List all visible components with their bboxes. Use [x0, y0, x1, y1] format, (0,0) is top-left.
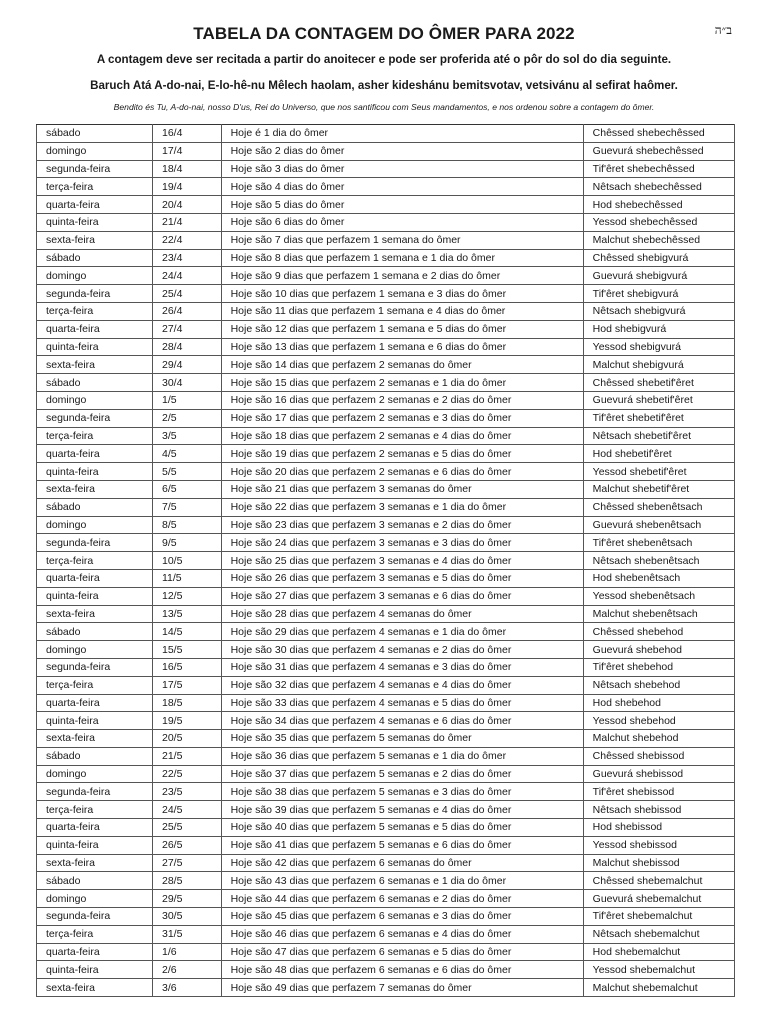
- count-cell: Hoje são 38 dias que perfazem 5 semanas e 3 dias do ômer: [221, 783, 583, 801]
- table-row: [37, 463, 735, 481]
- weekday-cell: terça-feira: [37, 427, 153, 445]
- date-cell: 9/5: [152, 534, 221, 552]
- sefira-cell: Yessod shebetif'êret: [583, 463, 734, 481]
- table-row: [37, 196, 735, 214]
- count-cell: Hoje são 14 dias que perfazem 2 semanas do ômer: [221, 356, 583, 374]
- count-cell: Hoje são 24 dias que perfazem 3 semanas e 3 dias do ômer: [221, 534, 583, 552]
- weekday-cell: quinta-feira: [37, 836, 153, 854]
- weekday-cell: sexta-feira: [37, 854, 153, 872]
- table-row: [37, 925, 735, 943]
- date-cell: 14/5: [152, 623, 221, 641]
- sefira-cell: Chêssed shebemalchut: [583, 872, 734, 890]
- table-row: [37, 302, 735, 320]
- weekday-cell: sexta-feira: [37, 356, 153, 374]
- weekday-cell: sábado: [37, 249, 153, 267]
- weekday-cell: quinta-feira: [37, 338, 153, 356]
- count-cell: Hoje são 47 dias que perfazem 6 semanas e 5 dias do ômer: [221, 943, 583, 961]
- table-row: [37, 569, 735, 587]
- weekday-cell: domingo: [37, 142, 153, 160]
- count-cell: Hoje são 5 dias do ômer: [221, 196, 583, 214]
- weekday-cell: domingo: [37, 391, 153, 409]
- date-cell: 3/5: [152, 427, 221, 445]
- sefira-cell: Hod shebemalchut: [583, 943, 734, 961]
- table-row: [37, 160, 735, 178]
- count-cell: Hoje são 15 dias que perfazem 2 semanas e 1 dia do ômer: [221, 374, 583, 392]
- date-cell: 20/5: [152, 730, 221, 748]
- sefira-cell: Guevurá shebetif'êret: [583, 391, 734, 409]
- table-row: [37, 231, 735, 249]
- weekday-cell: terça-feira: [37, 178, 153, 196]
- table-row: [37, 943, 735, 961]
- weekday-cell: domingo: [37, 641, 153, 659]
- date-cell: 18/5: [152, 694, 221, 712]
- date-cell: 18/4: [152, 160, 221, 178]
- weekday-cell: quarta-feira: [37, 320, 153, 338]
- omer-table: [36, 124, 735, 997]
- sefira-cell: Yessod shebissod: [583, 836, 734, 854]
- count-cell: Hoje são 20 dias que perfazem 2 semanas e 6 dias do ômer: [221, 463, 583, 481]
- count-cell: Hoje são 36 dias que perfazem 5 semanas e 1 dia do ômer: [221, 747, 583, 765]
- count-cell: Hoje são 49 dias que perfazem 7 semanas do ômer: [221, 979, 583, 997]
- weekday-cell: domingo: [37, 765, 153, 783]
- weekday-cell: quinta-feira: [37, 712, 153, 730]
- count-cell: Hoje são 32 dias que perfazem 4 semanas e 4 dias do ômer: [221, 676, 583, 694]
- count-cell: Hoje é 1 dia do ômer: [221, 125, 583, 143]
- sefira-cell: Guevurá shebissod: [583, 765, 734, 783]
- date-cell: 13/5: [152, 605, 221, 623]
- sefira-cell: Guevurá shebigvurá: [583, 267, 734, 285]
- blessing-translation: Bendito és Tu, A-do-nai, nosso D'us, Rei do Universo, que nos santificou com Seus mandamentos, e nos ordenou sobre a contagem do ômer.: [113, 102, 655, 112]
- date-cell: 11/5: [152, 569, 221, 587]
- date-cell: 19/4: [152, 178, 221, 196]
- count-cell: Hoje são 39 dias que perfazem 5 semanas e 4 dias do ômer: [221, 801, 583, 819]
- sefira-cell: Yessod shebenêtsach: [583, 587, 734, 605]
- table-row: [37, 338, 735, 356]
- sefira-cell: Chêssed shebetif'êret: [583, 374, 734, 392]
- weekday-cell: domingo: [37, 516, 153, 534]
- sefira-cell: Nêtsach shebehod: [583, 676, 734, 694]
- sefira-cell: Tif'êret shebehod: [583, 658, 734, 676]
- count-cell: Hoje são 19 dias que perfazem 2 semanas e 5 dias do ômer: [221, 445, 583, 463]
- count-cell: Hoje são 30 dias que perfazem 4 semanas e 2 dias do ômer: [221, 641, 583, 659]
- date-cell: 29/5: [152, 890, 221, 908]
- weekday-cell: sexta-feira: [37, 730, 153, 748]
- count-cell: Hoje são 11 dias que perfazem 1 semana e 4 dias do ômer: [221, 302, 583, 320]
- weekday-cell: quinta-feira: [37, 587, 153, 605]
- count-cell: Hoje são 21 dias que perfazem 3 semanas do ômer: [221, 480, 583, 498]
- table-row: [37, 765, 735, 783]
- weekday-cell: quarta-feira: [37, 819, 153, 837]
- date-cell: 3/6: [152, 979, 221, 997]
- sefira-cell: Tif'êret shebechêssed: [583, 160, 734, 178]
- bh-mark: ב״ה: [714, 23, 732, 37]
- table-row: [37, 819, 735, 837]
- sefira-cell: Tif'êret shebissod: [583, 783, 734, 801]
- count-cell: Hoje são 31 dias que perfazem 4 semanas e 3 dias do ômer: [221, 658, 583, 676]
- date-cell: 27/5: [152, 854, 221, 872]
- sefira-cell: Tif'êret shebetif'êret: [583, 409, 734, 427]
- date-cell: 24/5: [152, 801, 221, 819]
- weekday-cell: sábado: [37, 872, 153, 890]
- date-cell: 16/5: [152, 658, 221, 676]
- date-cell: 4/5: [152, 445, 221, 463]
- date-cell: 6/5: [152, 480, 221, 498]
- weekday-cell: sexta-feira: [37, 480, 153, 498]
- sefira-cell: Hod shebechêssed: [583, 196, 734, 214]
- weekday-cell: quarta-feira: [37, 943, 153, 961]
- sefira-cell: Malchut shebehod: [583, 730, 734, 748]
- date-cell: 20/4: [152, 196, 221, 214]
- date-cell: 8/5: [152, 516, 221, 534]
- sefira-cell: Hod shebehod: [583, 694, 734, 712]
- sefira-cell: Malchut shebigvurá: [583, 356, 734, 374]
- table-row: [37, 676, 735, 694]
- date-cell: 17/5: [152, 676, 221, 694]
- weekday-cell: sábado: [37, 747, 153, 765]
- table-row: [37, 445, 735, 463]
- date-cell: 1/6: [152, 943, 221, 961]
- table-row: [37, 213, 735, 231]
- table-row: [37, 605, 735, 623]
- weekday-cell: quinta-feira: [37, 213, 153, 231]
- count-cell: Hoje são 41 dias que perfazem 5 semanas e 6 dias do ômer: [221, 836, 583, 854]
- count-cell: Hoje são 48 dias que perfazem 6 semanas e 6 dias do ômer: [221, 961, 583, 979]
- date-cell: 23/4: [152, 249, 221, 267]
- weekday-cell: sábado: [37, 498, 153, 516]
- weekday-cell: segunda-feira: [37, 783, 153, 801]
- sefira-cell: Tif'êret shebigvurá: [583, 285, 734, 303]
- count-cell: Hoje são 34 dias que perfazem 4 semanas e 6 dias do ômer: [221, 712, 583, 730]
- weekday-cell: sábado: [37, 374, 153, 392]
- sefira-cell: Nêtsach shebechêssed: [583, 178, 734, 196]
- date-cell: 7/5: [152, 498, 221, 516]
- table-row: [37, 285, 735, 303]
- sefira-cell: Chêssed shebigvurá: [583, 249, 734, 267]
- table-row: [37, 552, 735, 570]
- sefira-cell: Chêssed shebenêtsach: [583, 498, 734, 516]
- sefira-cell: Malchut shebemalchut: [583, 979, 734, 997]
- weekday-cell: segunda-feira: [37, 658, 153, 676]
- date-cell: 22/5: [152, 765, 221, 783]
- table-row: [37, 641, 735, 659]
- table-row: [37, 801, 735, 819]
- blessing-transliteration: Baruch Atá A-do-nai, E-lo-hê-nu Mêlech haolam, asher kideshánu bemitsvotav, vetsivánu al sefirat haômer.: [90, 79, 678, 92]
- weekday-cell: sexta-feira: [37, 605, 153, 623]
- sefira-cell: Malchut shebechêssed: [583, 231, 734, 249]
- sefira-cell: Nêtsach shebissod: [583, 801, 734, 819]
- weekday-cell: segunda-feira: [37, 534, 153, 552]
- count-cell: Hoje são 46 dias que perfazem 6 semanas e 4 dias do ômer: [221, 925, 583, 943]
- date-cell: 26/5: [152, 836, 221, 854]
- date-cell: 2/6: [152, 961, 221, 979]
- date-cell: 16/4: [152, 125, 221, 143]
- sefira-cell: Nêtsach shebigvurá: [583, 302, 734, 320]
- date-cell: 12/5: [152, 587, 221, 605]
- table-row: [37, 872, 735, 890]
- weekday-cell: segunda-feira: [37, 908, 153, 926]
- table-row: [37, 694, 735, 712]
- count-cell: Hoje são 2 dias do ômer: [221, 142, 583, 160]
- date-cell: 24/4: [152, 267, 221, 285]
- table-row: [37, 890, 735, 908]
- weekday-cell: quarta-feira: [37, 569, 153, 587]
- omer-table-body: [37, 125, 735, 997]
- count-cell: Hoje são 17 dias que perfazem 2 semanas e 3 dias do ômer: [221, 409, 583, 427]
- weekday-cell: segunda-feira: [37, 409, 153, 427]
- weekday-cell: quarta-feira: [37, 694, 153, 712]
- weekday-cell: sábado: [37, 623, 153, 641]
- sefira-cell: Chêssed shebissod: [583, 747, 734, 765]
- date-cell: 29/4: [152, 356, 221, 374]
- date-cell: 27/4: [152, 320, 221, 338]
- count-cell: Hoje são 23 dias que perfazem 3 semanas e 2 dias do ômer: [221, 516, 583, 534]
- count-cell: Hoje são 42 dias que perfazem 6 semanas do ômer: [221, 854, 583, 872]
- table-row: [37, 658, 735, 676]
- table-row: [37, 623, 735, 641]
- count-cell: Hoje são 22 dias que perfazem 3 semanas e 1 dia do ômer: [221, 498, 583, 516]
- date-cell: 30/5: [152, 908, 221, 926]
- table-row: [37, 498, 735, 516]
- table-row: [37, 747, 735, 765]
- sefira-cell: Chêssed shebechêssed: [583, 125, 734, 143]
- count-cell: Hoje são 33 dias que perfazem 4 semanas e 5 dias do ômer: [221, 694, 583, 712]
- sefira-cell: Nêtsach shebemalchut: [583, 925, 734, 943]
- weekday-cell: quinta-feira: [37, 961, 153, 979]
- weekday-cell: segunda-feira: [37, 160, 153, 178]
- table-row: [37, 836, 735, 854]
- weekday-cell: sexta-feira: [37, 979, 153, 997]
- date-cell: 17/4: [152, 142, 221, 160]
- weekday-cell: domingo: [37, 267, 153, 285]
- table-row: [37, 534, 735, 552]
- table-row: [37, 391, 735, 409]
- date-cell: 22/4: [152, 231, 221, 249]
- weekday-cell: sexta-feira: [37, 231, 153, 249]
- sefira-cell: Nêtsach shebetif'êret: [583, 427, 734, 445]
- date-cell: 21/4: [152, 213, 221, 231]
- date-cell: 10/5: [152, 552, 221, 570]
- sefira-cell: Guevurá shebechêssed: [583, 142, 734, 160]
- table-row: [37, 979, 735, 997]
- sefira-cell: Yessod shebehod: [583, 712, 734, 730]
- sefira-cell: Tif'êret shebemalchut: [583, 908, 734, 926]
- table-row: [37, 249, 735, 267]
- sefira-cell: Yessod shebemalchut: [583, 961, 734, 979]
- count-cell: Hoje são 43 dias que perfazem 6 semanas e 1 dia do ômer: [221, 872, 583, 890]
- weekday-cell: segunda-feira: [37, 285, 153, 303]
- count-cell: Hoje são 35 dias que perfazem 5 semanas do ômer: [221, 730, 583, 748]
- count-cell: Hoje são 13 dias que perfazem 1 semana e 6 dias do ômer: [221, 338, 583, 356]
- date-cell: 23/5: [152, 783, 221, 801]
- count-cell: Hoje são 16 dias que perfazem 2 semanas e 2 dias do ômer: [221, 391, 583, 409]
- table-row: [37, 374, 735, 392]
- sefira-cell: Malchut shebetif'êret: [583, 480, 734, 498]
- table-row: [37, 320, 735, 338]
- table-row: [37, 267, 735, 285]
- weekday-cell: domingo: [37, 890, 153, 908]
- count-cell: Hoje são 40 dias que perfazem 5 semanas e 5 dias do ômer: [221, 819, 583, 837]
- date-cell: 30/4: [152, 374, 221, 392]
- count-cell: Hoje são 44 dias que perfazem 6 semanas e 2 dias do ômer: [221, 890, 583, 908]
- sefira-cell: Nêtsach shebenêtsach: [583, 552, 734, 570]
- count-cell: Hoje são 26 dias que perfazem 3 semanas e 5 dias do ômer: [221, 569, 583, 587]
- table-row: [37, 712, 735, 730]
- count-cell: Hoje são 18 dias que perfazem 2 semanas e 4 dias do ômer: [221, 427, 583, 445]
- count-cell: Hoje são 4 dias do ômer: [221, 178, 583, 196]
- date-cell: 28/4: [152, 338, 221, 356]
- date-cell: 25/5: [152, 819, 221, 837]
- count-cell: Hoje são 29 dias que perfazem 4 semanas e 1 dia do ômer: [221, 623, 583, 641]
- sefira-cell: Guevurá shebehod: [583, 641, 734, 659]
- date-cell: 26/4: [152, 302, 221, 320]
- weekday-cell: quarta-feira: [37, 196, 153, 214]
- table-row: [37, 516, 735, 534]
- date-cell: 2/5: [152, 409, 221, 427]
- sefira-cell: Hod shebenêtsach: [583, 569, 734, 587]
- date-cell: 21/5: [152, 747, 221, 765]
- date-cell: 28/5: [152, 872, 221, 890]
- table-row: [37, 587, 735, 605]
- weekday-cell: terça-feira: [37, 302, 153, 320]
- sefira-cell: Yessod shebigvurá: [583, 338, 734, 356]
- table-row: [37, 783, 735, 801]
- date-cell: 19/5: [152, 712, 221, 730]
- weekday-cell: quinta-feira: [37, 463, 153, 481]
- sefira-cell: Malchut shebenêtsach: [583, 605, 734, 623]
- sefira-cell: Hod shebigvurá: [583, 320, 734, 338]
- table-row: [37, 356, 735, 374]
- weekday-cell: terça-feira: [37, 552, 153, 570]
- count-cell: Hoje são 12 dias que perfazem 1 semana e 5 dias do ômer: [221, 320, 583, 338]
- date-cell: 25/4: [152, 285, 221, 303]
- weekday-cell: terça-feira: [37, 676, 153, 694]
- table-row: [37, 480, 735, 498]
- sefira-cell: Chêssed shebehod: [583, 623, 734, 641]
- table-row: [37, 854, 735, 872]
- table-row: [37, 142, 735, 160]
- date-cell: 15/5: [152, 641, 221, 659]
- weekday-cell: terça-feira: [37, 925, 153, 943]
- table-row: [37, 908, 735, 926]
- count-cell: Hoje são 37 dias que perfazem 5 semanas e 2 dias do ômer: [221, 765, 583, 783]
- sefira-cell: Hod shebetif'êret: [583, 445, 734, 463]
- date-cell: 5/5: [152, 463, 221, 481]
- table-row: [37, 178, 735, 196]
- table-row: [37, 730, 735, 748]
- count-cell: Hoje são 25 dias que perfazem 3 semanas e 4 dias do ômer: [221, 552, 583, 570]
- count-cell: Hoje são 7 dias que perfazem 1 semana do ômer: [221, 231, 583, 249]
- sefira-cell: Yessod shebechêssed: [583, 213, 734, 231]
- count-cell: Hoje são 8 dias que perfazem 1 semana e 1 dia do ômer: [221, 249, 583, 267]
- count-cell: Hoje são 10 dias que perfazem 1 semana e 3 dias do ômer: [221, 285, 583, 303]
- instruction-text: A contagem deve ser recitada a partir do anoitecer e pode ser proferida até o pôr do sol do dia seguinte.: [96, 53, 672, 66]
- count-cell: Hoje são 28 dias que perfazem 4 semanas do ômer: [221, 605, 583, 623]
- sefira-cell: Tif'êret shebenêtsach: [583, 534, 734, 552]
- weekday-cell: terça-feira: [37, 801, 153, 819]
- count-cell: Hoje são 3 dias do ômer: [221, 160, 583, 178]
- sefira-cell: Hod shebissod: [583, 819, 734, 837]
- table-row: [37, 427, 735, 445]
- count-cell: Hoje são 9 dias que perfazem 1 semana e 2 dias do ômer: [221, 267, 583, 285]
- date-cell: 1/5: [152, 391, 221, 409]
- count-cell: Hoje são 27 dias que perfazem 3 semanas e 6 dias do ômer: [221, 587, 583, 605]
- count-cell: Hoje são 6 dias do ômer: [221, 213, 583, 231]
- weekday-cell: sábado: [37, 125, 153, 143]
- weekday-cell: quarta-feira: [37, 445, 153, 463]
- sefira-cell: Guevurá shebenêtsach: [583, 516, 734, 534]
- count-cell: Hoje são 45 dias que perfazem 6 semanas e 3 dias do ômer: [221, 908, 583, 926]
- sefira-cell: Guevurá shebemalchut: [583, 890, 734, 908]
- page-title: TABELA DA CONTAGEM DO ÔMER PARA 2022: [193, 24, 575, 43]
- table-row: [37, 409, 735, 427]
- table-row: [37, 125, 735, 143]
- sefira-cell: Malchut shebissod: [583, 854, 734, 872]
- date-cell: 31/5: [152, 925, 221, 943]
- table-row: [37, 961, 735, 979]
